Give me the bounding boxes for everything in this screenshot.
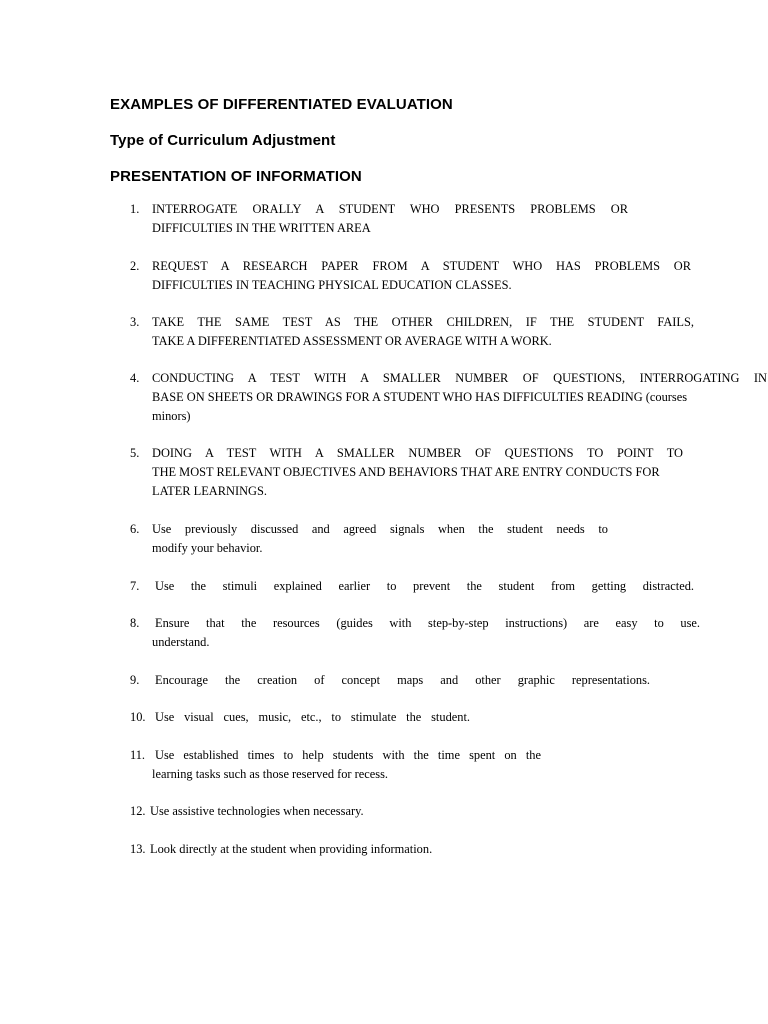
item-number: 3. bbox=[130, 315, 140, 329]
item-number: 13. bbox=[130, 842, 146, 856]
list-item bbox=[130, 671, 650, 690]
item-number: 12. bbox=[130, 804, 146, 818]
item-text-line: DIFFICULTIES IN THE WRITTEN AREA bbox=[152, 221, 371, 235]
item-number: 7. bbox=[130, 579, 140, 593]
item-text-line: Use visual cues, music, etc., to stimulate the student. bbox=[155, 710, 470, 724]
list-item bbox=[130, 802, 364, 821]
item-text-line: Ensure that the resources (guides with step-by-step instructions) are easy to use. bbox=[155, 616, 700, 630]
item-text-line: INTERROGATE ORALLY A STUDENT WHO PRESENTS PROBLEMS OR bbox=[152, 202, 628, 216]
list-item bbox=[130, 520, 608, 558]
list-item bbox=[130, 444, 683, 501]
list-item bbox=[130, 746, 541, 784]
item-text-line: learning tasks such as those reserved for recess. bbox=[152, 767, 389, 781]
item-number: 8. bbox=[130, 616, 140, 630]
item-number: 10. bbox=[130, 710, 146, 724]
document-title: EXAMPLES OF DIFFERENTIATED EVALUATION bbox=[110, 96, 453, 113]
list-item bbox=[130, 200, 628, 238]
item-text-line: Use the stimuli explained earlier to prevent the student from getting distracted. bbox=[155, 579, 694, 593]
item-text-line: BASE ON SHEETS OR DRAWINGS FOR A STUDENT WHO HAS DIFFICULTIES READING (courses bbox=[152, 390, 688, 404]
item-text-line: Use previously discussed and agreed signals when the student needs to bbox=[152, 522, 608, 536]
list-item bbox=[130, 369, 767, 426]
list-item bbox=[130, 257, 691, 295]
item-text-line: LATER LEARNINGS. bbox=[152, 484, 267, 498]
item-text-line: understand. bbox=[152, 635, 210, 649]
item-number: 11. bbox=[130, 748, 146, 762]
item-text-line: THE MOST RELEVANT OBJECTIVES AND BEHAVIORS THAT ARE ENTRY CONDUCTS FOR bbox=[152, 465, 660, 479]
item-number: 4. bbox=[130, 371, 140, 385]
list-item bbox=[130, 708, 470, 727]
list-item bbox=[130, 614, 700, 652]
item-text-line: TAKE THE SAME TEST AS THE OTHER CHILDREN, IF THE STUDENT FAILS, bbox=[152, 315, 694, 329]
item-text-line: Use established times to help students with the time spent on the bbox=[155, 748, 541, 762]
list-item bbox=[130, 313, 694, 351]
list-item bbox=[130, 577, 694, 596]
list-item bbox=[130, 840, 432, 859]
item-text-line: modify your behavior. bbox=[152, 541, 263, 555]
item-text-line: DOING A TEST WITH A SMALLER NUMBER OF QUESTIONS TO POINT TO bbox=[152, 446, 683, 460]
item-text-line: Look directly at the student when providing information. bbox=[150, 842, 433, 856]
item-number: 5. bbox=[130, 446, 140, 460]
document-subtitle: Type of Curriculum Adjustment bbox=[110, 132, 336, 149]
item-text-line: Encourage the creation of concept maps and other graphic representations. bbox=[155, 673, 650, 687]
item-text-line: CONDUCTING A TEST WITH A SMALLER NUMBER OF QUESTIONS, INTERROGATING IN bbox=[152, 371, 767, 385]
item-number: 6. bbox=[130, 522, 140, 536]
item-number: 2. bbox=[130, 259, 140, 273]
item-text-line: minors) bbox=[152, 409, 191, 423]
item-number: 9. bbox=[130, 673, 140, 687]
item-number: 1. bbox=[130, 202, 140, 216]
item-text-line: Use assistive technologies when necessary. bbox=[150, 804, 364, 818]
item-text-line: DIFFICULTIES IN TEACHING PHYSICAL EDUCATION CLASSES. bbox=[152, 278, 512, 292]
item-text-line: TAKE A DIFFERENTIATED ASSESSMENT OR AVERAGE WITH A WORK. bbox=[152, 334, 552, 348]
item-text-line: REQUEST A RESEARCH PAPER FROM A STUDENT WHO HAS PROBLEMS OR bbox=[152, 259, 691, 273]
section-heading: PRESENTATION OF INFORMATION bbox=[110, 168, 362, 185]
